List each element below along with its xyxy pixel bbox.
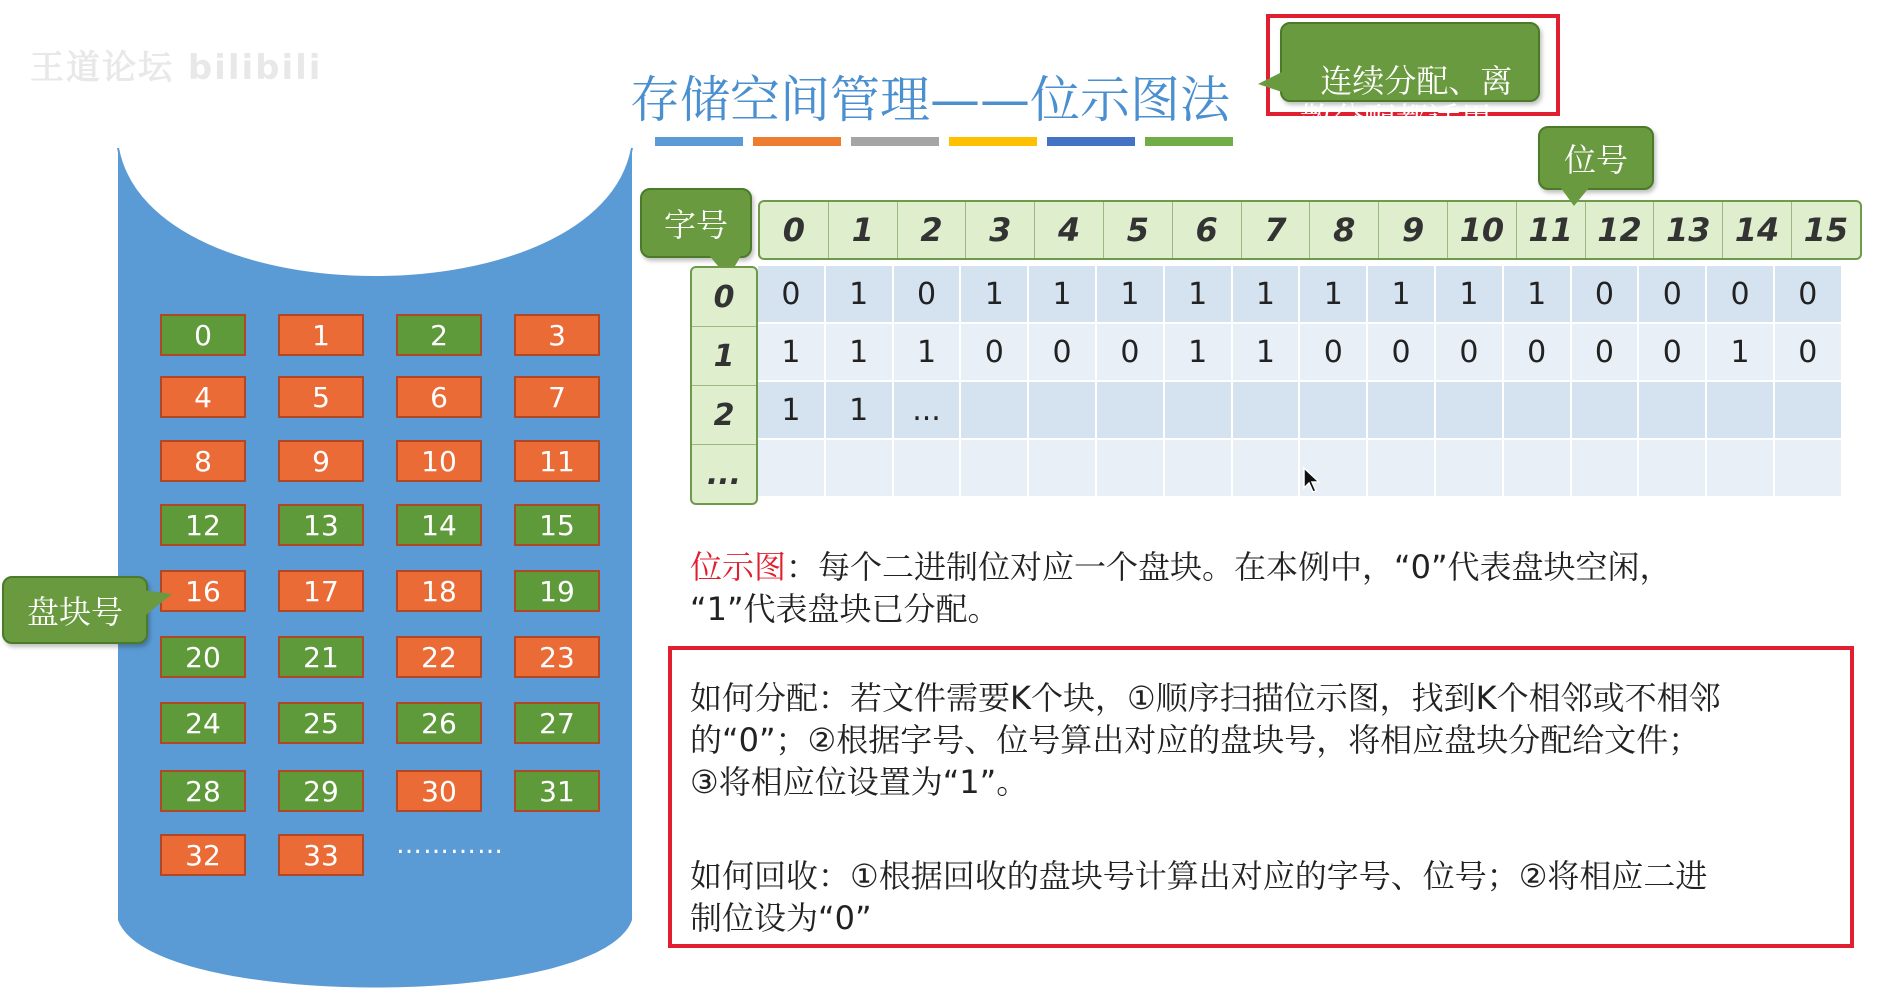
bitmap-cell	[1572, 440, 1640, 498]
bitmap-cell: 0	[961, 324, 1029, 382]
disk-block: 31	[514, 770, 600, 812]
block-label-pointer	[140, 584, 176, 624]
word-row-label: 2	[692, 386, 756, 445]
bitmap-cell	[1097, 382, 1165, 440]
bitmap-cell	[1368, 382, 1436, 440]
bitmap-cell	[1707, 382, 1775, 440]
disk-block: 32	[160, 834, 246, 876]
bitmap-cell: 0	[1572, 266, 1640, 324]
bit-header-cell: 12	[1586, 202, 1655, 258]
bit-number-label-text: 位号	[1563, 141, 1628, 179]
allocation-steps	[690, 677, 1850, 803]
disk-block: 15	[514, 504, 600, 546]
bitmap-cell	[1300, 382, 1368, 440]
bitmap-cell: 1	[826, 324, 894, 382]
bit-header-cell: 2	[898, 202, 967, 258]
bit-number-header	[758, 200, 1862, 260]
bitmap-cell: 0	[1504, 324, 1572, 382]
bitmap-cell: 0	[1775, 266, 1843, 324]
bitmap-cell	[1775, 382, 1843, 440]
disk-block: 22	[396, 636, 482, 678]
bitmap-cell: 0	[1097, 324, 1165, 382]
callout-pointer	[1256, 68, 1286, 98]
disk-block: 4	[160, 376, 246, 418]
bitmap-cell: 1	[1504, 266, 1572, 324]
word-number-column	[690, 266, 758, 505]
bit-header-cell: 14	[1723, 202, 1792, 258]
bitmap-cell	[758, 440, 826, 498]
bitmap-cell: 0	[1436, 324, 1504, 382]
title-underline-segment	[1047, 137, 1135, 146]
disk-block: 28	[160, 770, 246, 812]
bitmap-cell: 0	[1639, 324, 1707, 382]
bit-header-cell: 10	[1448, 202, 1517, 258]
disk-block: 26	[396, 702, 482, 744]
title-underline-segment	[1145, 137, 1233, 146]
title-underline-segment	[655, 137, 743, 146]
disk-block: 19	[514, 570, 600, 612]
disk-block: 30	[396, 770, 482, 812]
allocation-line-2: 的“0”；②根据字号、位号算出对应的盘块号，将相应盘块分配给文件；	[690, 721, 1701, 759]
bit-header-cell: 4	[1035, 202, 1104, 258]
bitmap-cell	[1097, 440, 1165, 498]
word-row-label: 1	[692, 327, 756, 386]
bit-header-cell: 3	[966, 202, 1035, 258]
bitmap-description	[690, 546, 1870, 630]
bitmap-cell	[1233, 382, 1301, 440]
disk-block: 20	[160, 636, 246, 678]
disk-block: 18	[396, 570, 482, 612]
bitmap-cell: 1	[1233, 266, 1301, 324]
bitmap-cell: 1	[1368, 266, 1436, 324]
bitmap-cell: 1	[826, 266, 894, 324]
bitmap-cell: 1	[1097, 266, 1165, 324]
bit-header-cell: 0	[760, 202, 829, 258]
bitmap-cell: 1	[1233, 324, 1301, 382]
bitmap-cell: 1	[1436, 266, 1504, 324]
page-title: 存储空间管理——位示图法	[630, 71, 1230, 129]
bitmap-cell: 0	[1572, 324, 1640, 382]
disk-block: 3	[514, 314, 600, 356]
disk-block: 2	[396, 314, 482, 356]
bitmap-row	[758, 324, 1843, 382]
title-underline	[655, 137, 1233, 146]
bitmap-row	[758, 440, 1843, 498]
bit-header-cell: 1	[829, 202, 898, 258]
description-text-1: ：每个二进制位对应一个盘块。在本例中，“0”代表盘块空闲，	[786, 548, 1672, 586]
bitmap-cell: 0	[758, 266, 826, 324]
bitmap-cell: 1	[758, 382, 826, 440]
bitmap-cell	[1707, 440, 1775, 498]
bitmap-row	[758, 382, 1843, 440]
bit-header-cell: 11	[1517, 202, 1586, 258]
bitmap-cell	[1775, 440, 1843, 498]
bitmap-cell: 1	[1707, 324, 1775, 382]
bitmap-cell: 0	[894, 266, 962, 324]
disk-block: 33	[278, 834, 364, 876]
bitmap-cell: 0	[1775, 324, 1843, 382]
disk-block: 23	[514, 636, 600, 678]
bitmap-cell: 1	[1029, 266, 1097, 324]
callout-applicability-text: 连续分配、离 散分配都适用	[1300, 62, 1513, 138]
description-text-2: “1”代表盘块已分配。	[690, 590, 1000, 628]
watermark: 王道论坛 bilibili	[30, 48, 323, 88]
bitmap-cell	[826, 440, 894, 498]
word-number-label	[640, 188, 752, 258]
bitmap-cell: 1	[1165, 266, 1233, 324]
disk-block: 1	[278, 314, 364, 356]
disk-block: 12	[160, 504, 246, 546]
callout-applicability	[1280, 22, 1540, 138]
bitmap-grid	[758, 266, 1843, 498]
bit-header-cell: 13	[1654, 202, 1723, 258]
word-row-label: 0	[692, 268, 756, 327]
bitmap-cell: 1	[1300, 266, 1368, 324]
bitmap-cell: 1	[961, 266, 1029, 324]
bitmap-cell: 1	[758, 324, 826, 382]
disk-block: 10	[396, 440, 482, 482]
bitmap-cell	[1368, 440, 1436, 498]
description-line-1	[690, 546, 1870, 588]
deallocation-line-2: 制位设为“0”	[690, 899, 872, 937]
bit-number-label	[1538, 126, 1654, 190]
bitmap-cell	[1029, 440, 1097, 498]
word-number-label-text: 字号	[663, 206, 728, 244]
bit-header-cell: 5	[1104, 202, 1173, 258]
disk-block: 24	[160, 702, 246, 744]
title-underline-segment	[949, 137, 1037, 146]
disk-blocks	[160, 314, 620, 894]
bit-header-cell: 6	[1173, 202, 1242, 258]
bitmap-cell: 0	[1707, 266, 1775, 324]
bitmap-cell	[961, 440, 1029, 498]
bitmap-cell	[961, 382, 1029, 440]
disk-block: 5	[278, 376, 364, 418]
mouse-cursor-icon	[1302, 466, 1322, 494]
bit-label-pointer	[1556, 182, 1596, 210]
deallocation-steps	[690, 855, 1850, 939]
allocation-line-1: 如何分配：若文件需要K个块，①顺序扫描位示图，找到K个相邻或不相邻	[690, 679, 1721, 717]
bitmap-row	[758, 266, 1843, 324]
disk-block: 14	[396, 504, 482, 546]
bit-header-cell: 15	[1803, 211, 1849, 249]
bit-header-cell: 7	[1242, 202, 1311, 258]
title-underline-segment	[753, 137, 841, 146]
disk-block: 0	[160, 314, 246, 356]
bitmap-cell: 0	[1029, 324, 1097, 382]
disk-block: 13	[278, 504, 364, 546]
bitmap-cell	[1436, 382, 1504, 440]
bitmap-cell	[1504, 382, 1572, 440]
bit-header-cell: 9	[1379, 202, 1448, 258]
disk-block: 17	[278, 570, 364, 612]
bitmap-cell: 0	[1300, 324, 1368, 382]
bitmap-cell: 1	[826, 382, 894, 440]
disk-block: 9	[278, 440, 364, 482]
bitmap-cell: 0	[1639, 266, 1707, 324]
description-term: 位示图	[690, 548, 787, 586]
bitmap-cell	[1639, 440, 1707, 498]
disk-block: 21	[278, 636, 364, 678]
deallocation-line-1: 如何回收：①根据回收的盘块号计算出对应的字号、位号；②将相应二进	[690, 857, 1708, 895]
bitmap-cell	[1504, 440, 1572, 498]
disk-block: 16	[160, 570, 246, 612]
word-row-label: ...	[706, 456, 742, 492]
block-number-label	[2, 576, 148, 644]
bitmap-cell: ...	[894, 382, 962, 440]
disk-block: 11	[514, 440, 600, 482]
bitmap-cell: 1	[1165, 324, 1233, 382]
bit-header-cell: 8	[1310, 202, 1379, 258]
title-underline-segment	[851, 137, 939, 146]
bitmap-cell	[894, 440, 962, 498]
block-number-label-text: 盘块号	[26, 593, 123, 631]
disk-blocks-ellipsis: …………	[396, 830, 504, 860]
bitmap-cell	[1572, 382, 1640, 440]
bitmap-cell	[1639, 382, 1707, 440]
bitmap-cell	[1165, 382, 1233, 440]
bitmap-cell	[1233, 440, 1301, 498]
bitmap-cell	[1165, 440, 1233, 498]
disk-block: 8	[160, 440, 246, 482]
disk-block: 29	[278, 770, 364, 812]
disk-block: 6	[396, 376, 482, 418]
bitmap-cell	[1029, 382, 1097, 440]
disk-block: 7	[514, 376, 600, 418]
disk-block: 27	[514, 702, 600, 744]
allocation-line-3: ③将相应位设置为“1”。	[690, 763, 1029, 801]
bitmap-cell	[1436, 440, 1504, 498]
disk-block: 25	[278, 702, 364, 744]
bitmap-cell: 1	[894, 324, 962, 382]
bitmap-cell: 0	[1368, 324, 1436, 382]
